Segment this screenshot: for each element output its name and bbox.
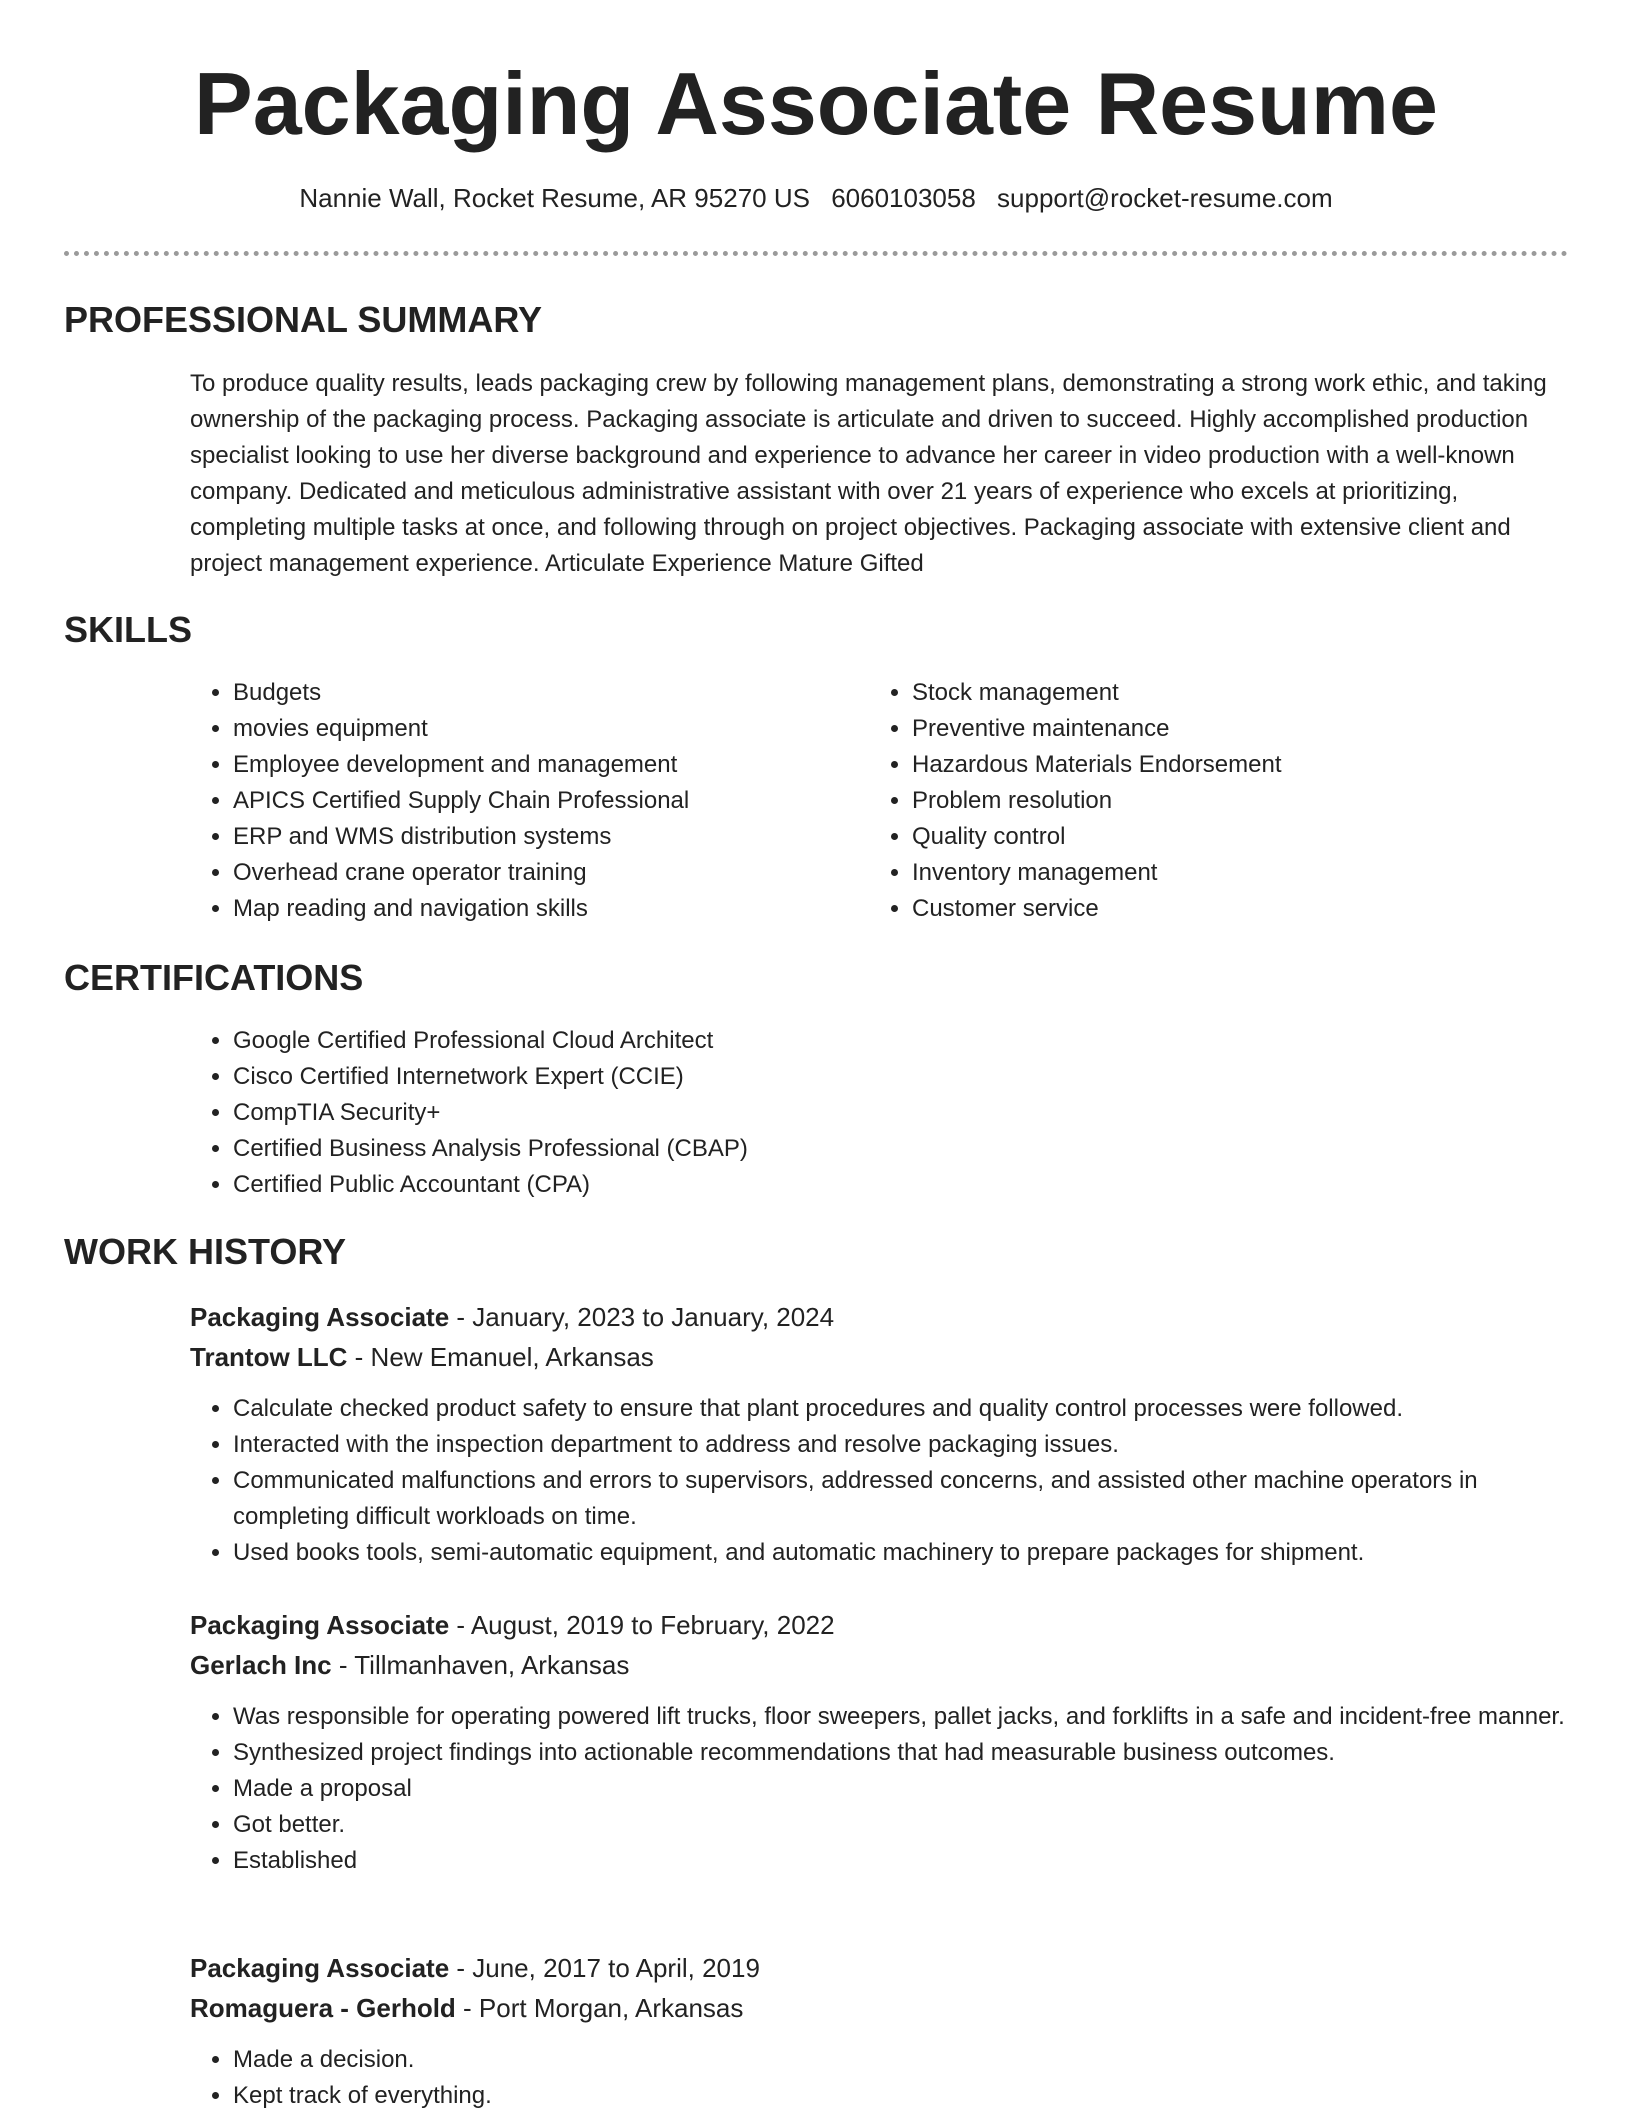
list-item: • Quality control bbox=[912, 819, 1552, 855]
skills-list-left bbox=[190, 675, 873, 927]
list-item: • APICS Certified Supply Chain Professional bbox=[233, 783, 873, 819]
job-location: - New Emanuel, Arkansas bbox=[347, 1342, 654, 1372]
list-item: • Established bbox=[233, 1843, 1568, 1879]
job-dates: - January, 2023 to January, 2024 bbox=[449, 1302, 835, 1332]
list-item: • Calculate checked product safety to ensure that plant procedures and quality control processes were followed. bbox=[233, 1391, 1568, 1427]
list-item: • Hazardous Materials Endorsement bbox=[912, 747, 1552, 783]
list-item: • Interacted with the inspection department to address and resolve packaging issues. bbox=[233, 1427, 1568, 1463]
contact-address: Nannie Wall, Rocket Resume, AR 95270 US bbox=[299, 183, 810, 213]
list-item: • Cisco Certified Internetwork Expert (CCIE) bbox=[233, 1059, 1533, 1095]
work-history-heading: WORK HISTORY bbox=[64, 1231, 347, 1272]
summary-heading: PROFESSIONAL SUMMARY bbox=[64, 299, 543, 340]
list-item: • ERP and WMS distribution systems bbox=[233, 819, 873, 855]
list-item: • Google Certified Professional Cloud Architect bbox=[233, 1023, 1533, 1059]
list-item: • Made a decision. bbox=[233, 2042, 1568, 2078]
list-item: • Employee development and management bbox=[233, 747, 873, 783]
job-title: Packaging Associate bbox=[190, 1953, 450, 1983]
summary-text: To produce quality results, leads packaging crew by following management plans, demonstrating a strong work ethic, and taking ownership of the packaging process. Packaging associate is articulate and driven to succeed. Highly accomplished production specialist looking to use her diverse background and experience to advance her career in video production with a well-known company. Dedicated and meticulous administrative assistant with over 21 years of experience who excels at prioritizing, completing multiple tasks at once, and following through on project objectives. Packaging associate with extensive client and project management experience. Articulate Experience Mature Gifted bbox=[190, 370, 1547, 577]
list-item: • Communicated malfunctions and errors to supervisors, addressed concerns, and assisted other machine operators in completing difficult workloads on time. bbox=[233, 1463, 1568, 1535]
list-item: • Used books tools, semi-automatic equipment, and automatic machinery to prepare packages for shipment. bbox=[233, 1535, 1568, 1571]
job-company-line bbox=[190, 1338, 654, 1376]
list-item: • Got better. bbox=[233, 1807, 1568, 1843]
job-title-line bbox=[190, 1298, 834, 1336]
list-item: • Customer service bbox=[912, 891, 1552, 927]
list-item: • Overhead crane operator training bbox=[233, 855, 873, 891]
job-title-line bbox=[190, 1949, 760, 1987]
job-company-line bbox=[190, 1989, 743, 2027]
certifications-heading: CERTIFICATIONS bbox=[64, 957, 364, 998]
job-company: Trantow LLC bbox=[190, 1342, 348, 1372]
list-item: • Preventive maintenance bbox=[912, 711, 1552, 747]
job-location: - Tillmanhaven, Arkansas bbox=[331, 1650, 630, 1680]
job-location: - Port Morgan, Arkansas bbox=[455, 1993, 744, 2023]
list-item: • Stock management bbox=[912, 675, 1552, 711]
job-bullets bbox=[190, 1699, 1568, 1879]
list-item: • Inventory management bbox=[912, 855, 1552, 891]
certifications-list bbox=[190, 1023, 1533, 1203]
job-company: Gerlach Inc bbox=[190, 1650, 332, 1680]
list-item: • Problem resolution bbox=[912, 783, 1552, 819]
contact-email: support@rocket-resume.com bbox=[997, 183, 1333, 213]
job-dates: - June, 2017 to April, 2019 bbox=[449, 1953, 760, 1983]
job-company-line bbox=[190, 1646, 629, 1684]
list-item: • Map reading and navigation skills bbox=[233, 891, 873, 927]
skills-list-right bbox=[869, 675, 1552, 927]
list-item: • Synthesized project findings into actionable recommendations that had measurable business outcomes. bbox=[233, 1735, 1568, 1771]
list-item: • movies equipment bbox=[233, 711, 873, 747]
list-item: • CompTIA Security+ bbox=[233, 1095, 1533, 1131]
header-divider bbox=[64, 251, 1568, 256]
page-title: Packaging Associate Resume bbox=[194, 54, 1438, 153]
list-item: • Made a proposal bbox=[233, 1771, 1568, 1807]
contact-line bbox=[0, 180, 1632, 216]
job-bullets bbox=[190, 2042, 1568, 2114]
list-item: • Was responsible for operating powered lift trucks, floor sweepers, pallet jacks, and forklifts in a safe and incident-free manner. bbox=[233, 1699, 1568, 1735]
list-item: • Budgets bbox=[233, 675, 873, 711]
job-title: Packaging Associate bbox=[190, 1302, 450, 1332]
job-title-line bbox=[190, 1606, 835, 1644]
list-item: • Certified Business Analysis Professional (CBAP) bbox=[233, 1131, 1533, 1167]
job-title: Packaging Associate bbox=[190, 1610, 450, 1640]
job-company: Romaguera - Gerhold bbox=[190, 1993, 456, 2023]
list-item: • Kept track of everything. bbox=[233, 2078, 1568, 2114]
list-item: • Certified Public Accountant (CPA) bbox=[233, 1167, 1533, 1203]
skills-heading: SKILLS bbox=[64, 609, 193, 650]
job-dates: - August, 2019 to February, 2022 bbox=[449, 1610, 835, 1640]
job-bullets bbox=[190, 1391, 1568, 1571]
contact-phone: 6060103058 bbox=[831, 183, 976, 213]
